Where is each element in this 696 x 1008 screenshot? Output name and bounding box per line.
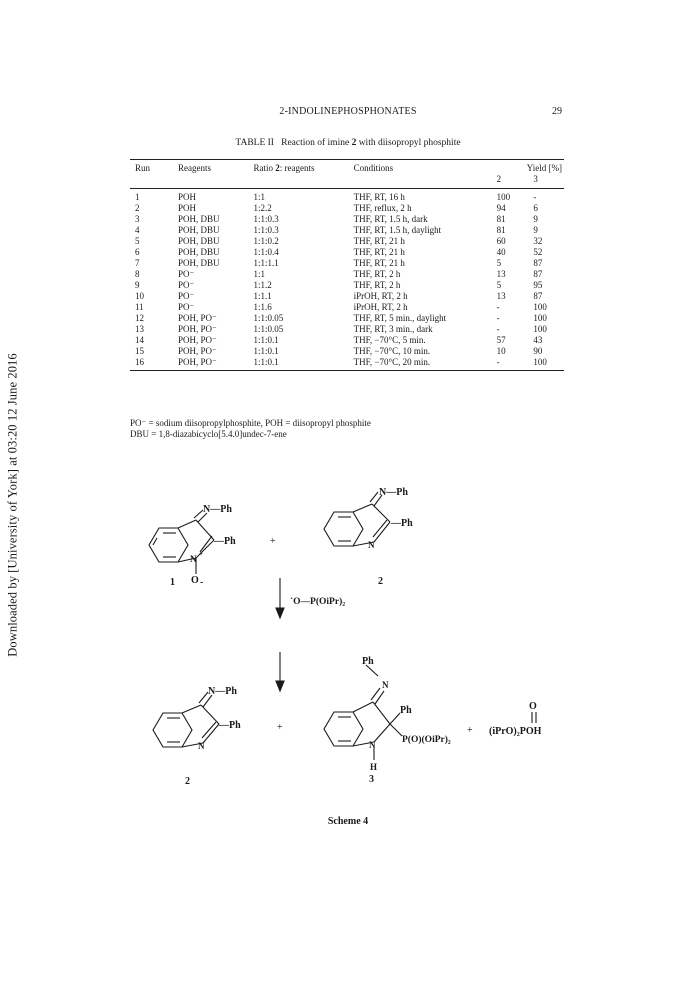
compound-label-3: 3 [369,774,374,785]
cell-yield-3: 43 [533,335,543,345]
cell-run: 13 [135,324,144,334]
cell-yield-2: 40 [496,247,506,257]
cell-yield-3: 32 [533,236,543,246]
cell-yield-3: 9 [533,225,538,235]
running-head: 2-INDOLINEPHOSPHONATES [279,106,417,117]
cell-reagents: POH [177,203,196,213]
cell-yield-2: - [496,302,500,312]
table-footnotes [130,418,371,440]
cell-reagents: POH, DBU [177,258,220,268]
reaction-arrow-1 [276,578,284,618]
cell-yield-2: - [496,313,500,323]
cell-conditions: THF, RT, 16 h [353,192,405,202]
cell-reagents: POH, PO⁻ [177,335,217,345]
cell-conditions: THF, −70°C, 10 min. [353,346,431,356]
cell-run: 8 [135,269,140,279]
mol3-ph: Ph [400,705,412,716]
cell-yield-3: 100 [533,313,547,323]
header-ratio-prefix: Ratio [253,163,276,173]
table-row [130,258,564,269]
table-caption-text: Reaction of imine [281,138,352,148]
cell-ratio: 1:1:0.1 [253,346,279,356]
mol3-phosphonate: P(O)(OiPr)₂ [402,735,451,745]
mol1-charge-minus: - [200,577,204,588]
cell-conditions: THF, RT, 1.5 h, daylight [353,225,442,235]
cell-reagents: POH, DBU [177,236,220,246]
cell-yield-3: 87 [533,291,543,301]
table-row [130,189,564,204]
cell-ratio: 1:1:0.05 [253,324,284,334]
mol3-h: H [370,762,378,772]
cell-ratio: 1:2.2 [253,203,272,213]
cell-yield-2: 57 [496,335,506,345]
table-row [130,203,564,214]
cell-conditions: THF, −70°C, 5 min. [353,335,426,345]
reaction-arrow-2 [276,652,284,691]
cell-conditions: THF, RT, 21 h [353,258,405,268]
mol2-bottom-ph: —Ph [219,720,241,731]
results-table [130,159,564,371]
plus-bottom-1: + [277,722,283,733]
mol2-top-n-ph: N—Ph [379,487,408,498]
cell-run: 11 [135,302,144,312]
cell-ratio: 1:1:1.1 [253,258,279,268]
cell-yield-2: 81 [496,225,506,235]
download-note: Downloaded by [University of York] at 03:20 12 June 2016 [5,353,20,657]
header-ratio [254,160,354,175]
cell-reagents: PO⁻ [177,291,195,301]
cell-ratio: 1:1.1 [253,291,272,301]
table-row [130,324,564,335]
cell-yield-3: 95 [533,280,543,290]
cell-yield-3: 9 [533,214,538,224]
table-header-row [130,160,564,175]
cell-run: 5 [135,236,140,246]
cell-run: 16 [130,357,178,371]
cell-conditions: THF, RT, 21 h [353,236,405,246]
mol2-bottom-n-ph: N—Ph [208,686,237,697]
cell-yield-2: 60 [496,236,506,246]
molecule-3-structure [324,665,402,760]
cell-reagents: PO⁻ [177,280,195,290]
cell-yield-2: 81 [496,214,506,224]
cell-conditions: iPrOH, RT, 2 h [353,291,408,301]
cell-run: 6 [135,247,140,257]
cell-ratio: 1:1:0.4 [253,247,279,257]
cell-yield-2: - [496,324,500,334]
mol1-n: N [190,554,197,564]
cell-yield-3: 100 [533,302,547,312]
byproduct-double-bond [532,712,536,723]
table-row [130,346,564,357]
table-row [130,214,564,225]
mol3-ph-top: Ph [362,656,374,667]
mol3-n-imine: N [382,680,389,690]
mol1-o: O [191,575,199,586]
table-row [130,236,564,247]
cell-reagents: POH, PO⁻ [177,324,217,334]
cell-run: 3 [135,214,140,224]
table-row [130,335,564,346]
molecule-1-structure [149,510,214,574]
cell-conditions: THF, RT, 2 h [353,280,401,290]
cell-run: 14 [135,335,144,345]
plus-bottom-2: + [467,725,473,736]
table-row [130,291,564,302]
molecule-2-top-structure [324,492,390,546]
cell-ratio: 1:1.6 [253,302,272,312]
cell-yield-2: 5 [496,280,502,290]
table-caption-rest: with diisopropyl phosphite [356,138,461,148]
cell-ratio: 1:1.2 [253,280,272,290]
header-yield: Yield [%] [497,160,564,175]
cell-yield-3: 90 [533,346,543,356]
header-conditions: Conditions [354,160,497,175]
cell-conditions: THF, RT, 2 h [353,269,401,279]
cell-reagents: POH, PO⁻ [177,346,217,356]
cell-reagents: POH, DBU [177,225,220,235]
cell-reagents: POH, PO⁻ [178,357,254,371]
cell-yield-2: 5 [496,258,502,268]
header-run: Run [130,160,178,175]
cell-yield-3: - [533,192,537,202]
cell-yield-2: 13 [496,291,506,301]
cell-conditions: iPrOH, RT, 2 h [353,302,408,312]
cell-ratio: 1:1:0.3 [253,214,279,224]
table-caption [0,138,696,148]
mol2-top-n: N [368,540,375,550]
table-row [130,247,564,258]
cell-yield-2: 10 [496,346,506,356]
compound-label-2-top: 2 [378,576,383,587]
cell-yield-3: 52 [533,247,543,257]
cell-reagents: PO⁻ [177,302,195,312]
cell-run: 12 [135,313,144,323]
molecule-2-bottom-structure [153,692,219,747]
cell-reagents: POH, PO⁻ [177,313,217,323]
mol3-n: N [369,740,376,750]
cell-yield-2: - [497,357,534,371]
footnote-reagents: PO⁻ = sodium diisopropylphosphite, POH = diisopropyl phosphite [130,418,371,428]
cell-ratio: 1:1:0.1 [253,335,279,345]
reagent-label: ˙O—P(OiPr)₂ [290,597,346,607]
cell-yield-3: 100 [533,357,564,371]
table-row [130,302,564,313]
plus-top: + [270,536,276,547]
cell-run: 10 [135,291,144,301]
table-row [130,357,564,371]
cell-ratio: 1:1:0.05 [253,313,284,323]
reaction-scheme [0,480,696,840]
cell-conditions: THF, reflux, 2 h [353,203,412,213]
scheme-caption: Scheme 4 [327,816,369,827]
cell-ratio: 1:1 [253,192,266,202]
cell-yield-2: 94 [496,203,506,213]
table-row [130,313,564,324]
cell-conditions: THF, RT, 3 min., dark [353,324,433,334]
cell-ratio: 1:1:0.1 [254,357,354,371]
cell-yield-2: 13 [496,269,506,279]
cell-conditions: THF, RT, 21 h [353,247,405,257]
cell-yield-3: 87 [533,258,543,268]
cell-conditions: THF, −70°C, 20 min. [354,357,497,371]
cell-run: 1 [135,192,140,202]
cell-reagents: POH, DBU [177,214,220,224]
cell-run: 9 [135,280,140,290]
mol1-charge-plus: + [199,550,203,558]
cell-yield-3: 6 [533,203,538,213]
header-ratio-suffix: : reagents [279,163,315,173]
cell-conditions: THF, RT, 5 min., daylight [353,313,447,323]
table-row [130,280,564,291]
cell-reagents: POH [177,192,196,202]
header-reagents: Reagents [178,160,254,175]
table-subheader-row [130,174,564,189]
header-ratio-compound: 2 [275,163,280,173]
cell-conditions: THF, RT, 1.5 h, dark [353,214,428,224]
cell-run: 15 [135,346,144,356]
compound-label-2-bottom: 2 [185,776,190,787]
cell-yield-3: 87 [533,269,543,279]
cell-ratio: 1:1:0.2 [253,236,279,246]
table-label: TABLE II [235,138,274,148]
table-body [130,189,564,371]
mol1-n-ph: N—Ph [203,504,232,515]
cell-yield-3: 100 [533,324,547,334]
cell-ratio: 1:1 [253,269,266,279]
byproduct-formula: (iPrO)₂POH [489,726,542,737]
cell-reagents: POH, DBU [177,247,220,257]
cell-yield-2: 100 [496,192,511,202]
mol2-bottom-n: N [198,741,205,751]
compound-label-1: 1 [170,577,175,588]
byproduct-o: O [529,701,537,712]
table-row [130,225,564,236]
header-yield-3: 3 [533,174,564,189]
table-caption-compound: 2 [351,138,357,148]
mol2-top-ph: —Ph [391,518,413,529]
cell-reagents: PO⁻ [177,269,195,279]
cell-run: 2 [135,203,140,213]
cell-ratio: 1:1:0.3 [253,225,279,235]
header-yield-2: 2 [497,174,534,189]
mol1-ph: —Ph [214,536,236,547]
footnote-dbu: DBU = 1,8-diazabicyclo[5.4.0]undec-7-ene [130,429,287,439]
page-number: 29 [552,106,562,117]
table-row [130,269,564,280]
cell-run: 4 [135,225,140,235]
cell-run: 7 [135,258,140,268]
